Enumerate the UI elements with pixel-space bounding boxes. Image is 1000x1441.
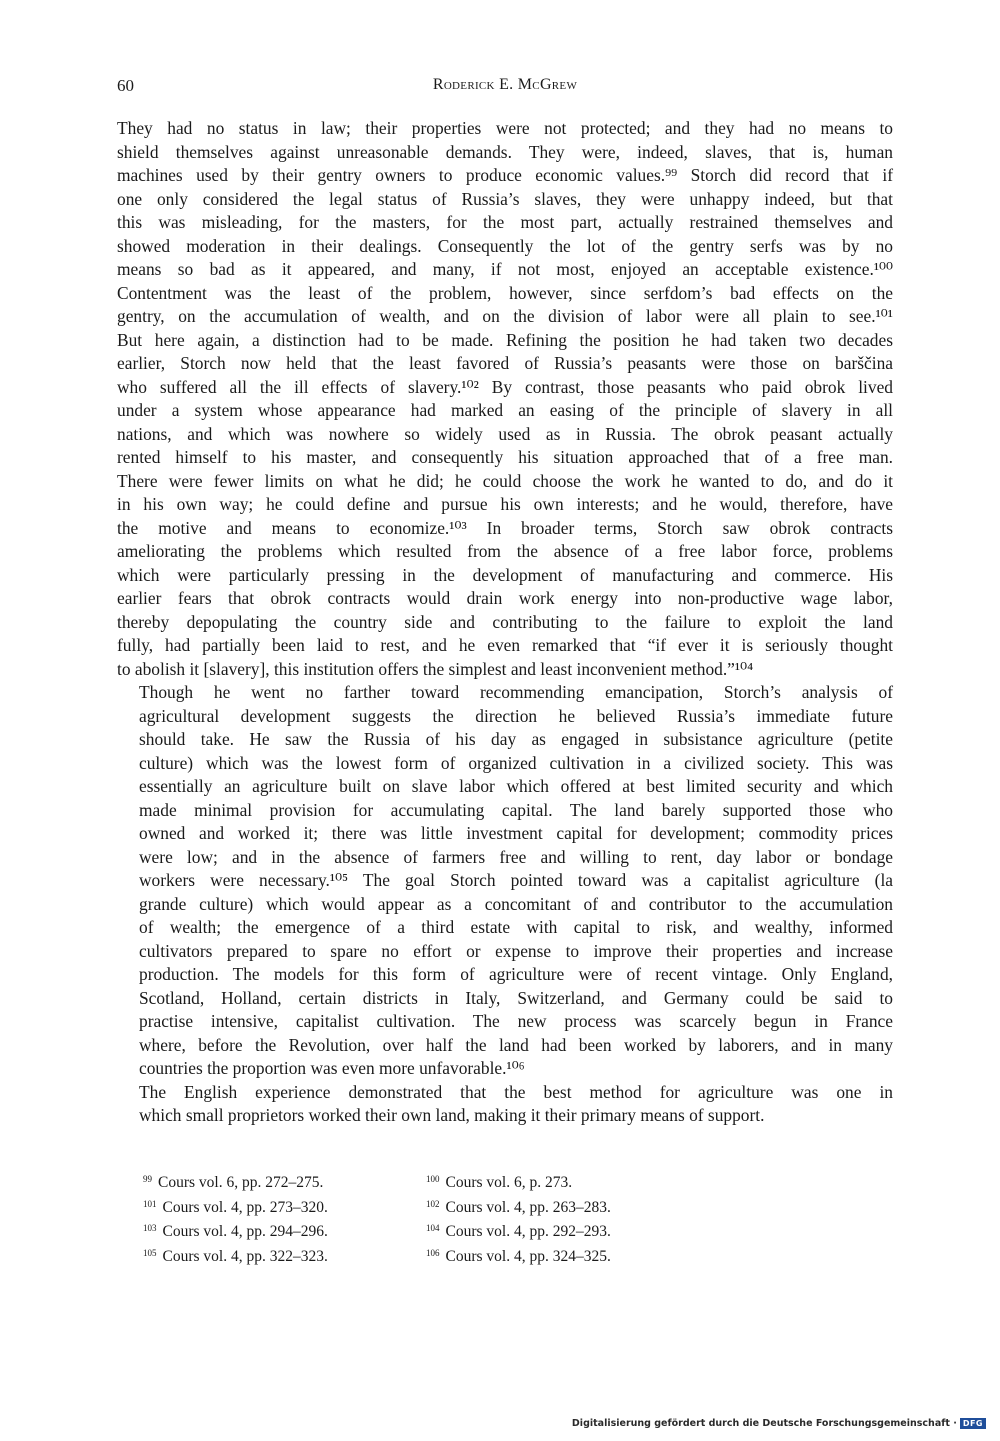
- text-line: shield themselves against unreasonable demands. They were, indeed, slaves, that is, human: [117, 141, 893, 162]
- text-line: nations, and which was nowhere so widely used as in Russia. The obrok peasant actually: [117, 423, 893, 444]
- text-line: production. The models for this form of agriculture were of recent vintage. Only England,: [139, 964, 893, 984]
- text-line: essentially an agriculture built on slave labor which offered at best limited security and which: [139, 776, 893, 796]
- footnote-number: 100: [426, 1174, 440, 1184]
- footnote-text: Cours vol. 4, pp. 324–325.: [445, 1247, 611, 1265]
- footnote-number: 105: [143, 1247, 157, 1258]
- digitization-credit: [572, 1418, 986, 1429]
- text-line: countries the proportion was even more unfavorable.¹⁰⁶: [139, 1058, 525, 1078]
- text-line: gentry, on the accumulation of wealth, and on the division of labor were all plain to see.¹⁰¹: [117, 306, 893, 326]
- text-line: There were fewer limits on what he did; he could choose the work he wanted to do, and do it: [117, 470, 893, 491]
- footnote-number: 101: [143, 1198, 157, 1209]
- footnote: [143, 1169, 426, 1194]
- paragraph: [117, 1081, 893, 1128]
- text-line: owned and worked it; there was little investment capital for development; commodity prices: [139, 823, 893, 843]
- text-line: ameliorating the problems which resulted from the absence of a free labor force, problems: [117, 541, 893, 561]
- text-line: But here again, a distinction had to be made. Refining the position he had taken two decades: [117, 329, 893, 350]
- text-line: practise intensive, capitalist cultivation. The new process was scarcely begun in France: [139, 1011, 893, 1031]
- text-line: fully, had partially been laid to rest, and he even remarked that “if ever it is seriously thought: [117, 635, 893, 655]
- document-page: [117, 0, 893, 1441]
- text-line: showed moderation in their dealings. Consequently the lot of the gentry serfs was by no: [117, 235, 893, 256]
- footnote: [143, 1218, 426, 1243]
- text-line: workers were necessary.¹⁰⁵ The goal Storch pointed toward was a capitalist agriculture (la: [139, 870, 893, 890]
- footnote-number: 103: [143, 1223, 157, 1233]
- text-line: which small proprietors worked their own land, making it their primary means of support.: [139, 1105, 765, 1125]
- text-line: who suffered all the ill effects of slavery.¹⁰² By contrast, those peasants who paid obrok lived: [117, 376, 893, 397]
- text-line: machines used by their gentry owners to produce economic values.⁹⁹ Storch did record that if: [117, 165, 893, 185]
- footnote-text: Cours vol. 4, pp. 273–320.: [162, 1198, 328, 1216]
- text-line: They had no status in law; their properties were not protected; and they had no means to: [117, 118, 893, 138]
- credit-text: Digitalisierung gefördert durch die Deutsche Forschungsgemeinschaft ·: [571, 1418, 957, 1429]
- paragraph: [117, 681, 893, 1081]
- footnote: [426, 1169, 726, 1194]
- text-line: earlier fears that obrok contracts would drain work energy into non-productive wage labor,: [117, 588, 893, 608]
- text-line: rented himself to his master, and consequently his situation approached that of a free man.: [117, 447, 893, 467]
- footnote-text: Cours vol. 4, pp. 294–296.: [162, 1223, 328, 1240]
- footnote: [426, 1218, 726, 1243]
- paragraph: [117, 117, 893, 681]
- text-line: thereby depopulating the country side and contributing to the failure to exploit the land: [117, 611, 893, 632]
- dfg-logo: DFG: [960, 1418, 986, 1429]
- footnote-text: Cours vol. 6, p. 273.: [445, 1174, 573, 1191]
- footnote: [143, 1194, 426, 1219]
- body-text: [117, 117, 893, 1128]
- text-line: of wealth; the emergence of a third estate with capital to risk, and wealthy, informed: [139, 917, 893, 937]
- text-line: agricultural development suggests the direction he believed Russia’s immediate future: [139, 705, 893, 726]
- text-line: earlier, Storch now held that the least favored of Russia’s peasants were those on barščina: [117, 353, 893, 373]
- footnote-number: 102: [426, 1198, 440, 1209]
- text-line: where, before the Revolution, over half the land had been worked by laborers, and in many: [139, 1034, 893, 1055]
- text-line: cultivators prepared to spare no effort or expense to improve their properties and increase: [139, 940, 893, 961]
- text-line: grande culture) which would appear as a concomitant of and contributor to the accumulation: [139, 893, 893, 914]
- text-line: The English experience demonstrated that the best method for agriculture was one in: [139, 1081, 893, 1102]
- text-line: Though he went no farther toward recommending emancipation, Storch’s analysis of: [139, 682, 893, 702]
- text-line: under a system whose appearance had marked an easing of the principle of slavery in all: [117, 400, 893, 420]
- text-line: Contentment was the least of the problem, however, since serfdom’s bad effects on the: [117, 282, 893, 303]
- text-line: Scotland, Holland, certain districts in Italy, Switzerland, and Germany could be said to: [139, 987, 893, 1008]
- footnote-text: Cours vol. 4, pp. 292–293.: [445, 1223, 611, 1240]
- page-number: 60: [117, 76, 134, 95]
- footnote: [143, 1243, 426, 1268]
- footnote-text: Cours vol. 4, pp. 263–283.: [445, 1198, 611, 1216]
- text-line: culture) which was the lowest form of organized cultivation in a civilized society. This was: [139, 752, 893, 773]
- text-line: in his own way; he could define and pursue his own interests; and he would, therefore, have: [117, 494, 893, 514]
- footnote-number: 106: [426, 1247, 440, 1258]
- footnote-number: 104: [426, 1223, 440, 1233]
- page-header: [117, 76, 893, 100]
- text-line: which were particularly pressing in the development of manufacturing and commerce. His: [117, 564, 893, 585]
- text-line: means so bad as it appeared, and many, if not most, enjoyed an acceptable existence.¹⁰⁰: [117, 259, 893, 279]
- running-head: Roderick E. McGrew: [432, 76, 578, 93]
- footnote-text: Cours vol. 4, pp. 322–323.: [162, 1247, 328, 1265]
- text-line: made minimal provision for accumulating capital. The land barely supported those who: [139, 799, 893, 820]
- text-line: this was misleading, for the masters, for the most part, actually restrained themselves and: [117, 212, 893, 232]
- text-line: the motive and means to economize.¹⁰³ In broader terms, Storch saw obrok contracts: [117, 517, 893, 538]
- footnotes: [143, 1169, 743, 1267]
- text-line: to abolish it [slavery], this institution offers the simplest and least inconvenient method.”¹⁰⁴: [117, 658, 754, 679]
- text-line: one only considered the legal status of Russia’s slaves, they were unhappy indeed, but that: [117, 188, 893, 209]
- footnote: [426, 1194, 726, 1219]
- footnote-text: Cours vol. 6, pp. 272–275.: [158, 1174, 324, 1191]
- text-line: were low; and in the absence of farmers free and willing to rent, day labor or bondage: [139, 846, 893, 867]
- footnote: [426, 1243, 726, 1268]
- text-line: should take. He saw the Russia of his day as engaged in subsistance agriculture (petite: [139, 729, 893, 749]
- footnote-number: 99: [143, 1174, 152, 1184]
